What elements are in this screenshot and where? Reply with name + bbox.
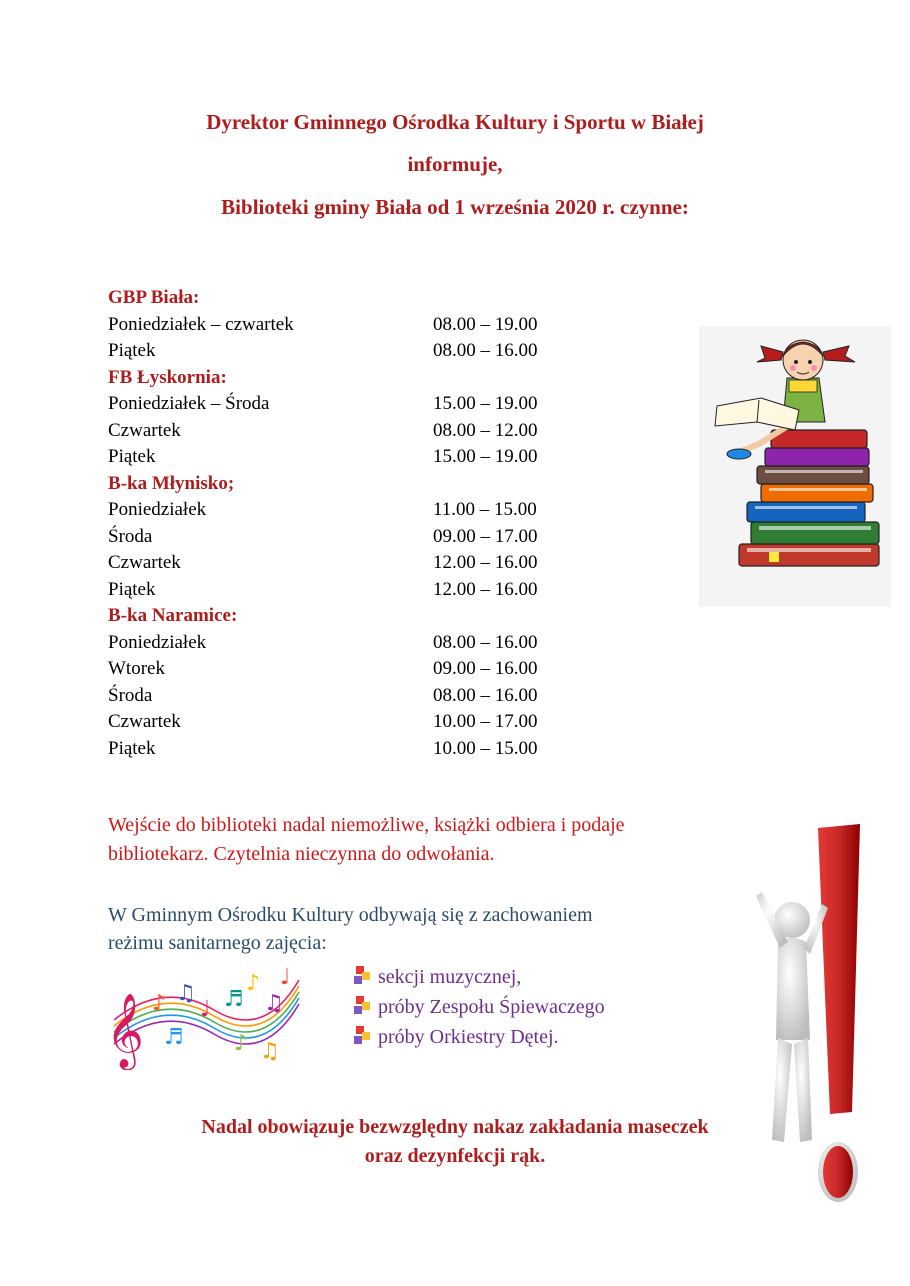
activities-list — [352, 962, 605, 1052]
header-line-2: informuje, — [407, 152, 503, 176]
schedule-row — [108, 683, 588, 710]
day: Piątek — [108, 737, 156, 759]
section-title: B-ka Naramice: — [108, 605, 238, 626]
hours: 12.00 – 16.00 — [433, 578, 538, 600]
hours: 11.00 – 15.00 — [433, 499, 537, 520]
section-title: GBP Biała: — [108, 287, 200, 308]
schedule-row — [108, 524, 588, 551]
day: Środa — [108, 525, 153, 547]
activity-text: sekcji muzycznej, — [378, 966, 522, 988]
svg-text:♬: ♬ — [164, 1025, 184, 1050]
notice — [108, 811, 758, 869]
gok-line-2: reżimu sanitarnego zajęcia: — [108, 932, 327, 954]
day: Środa — [108, 684, 153, 706]
schedule-row — [108, 338, 588, 365]
notice-line-1: Wejście do biblioteki nadal niemożliwe, książki odbiera i podaje — [108, 814, 625, 836]
schedule-row — [108, 444, 588, 471]
svg-text:♪: ♪ — [234, 1031, 249, 1056]
hours: 09.00 – 16.00 — [433, 658, 538, 679]
hours: 12.00 – 16.00 — [433, 552, 538, 573]
list-item — [352, 962, 605, 992]
day: Poniedziałek — [108, 631, 207, 653]
svg-text:♬: ♬ — [224, 987, 244, 1012]
schedule-row — [108, 577, 588, 604]
music-notes-icon — [104, 960, 304, 1070]
header-line-1: Dyrektor Gminnego Ośrodka Kultury i Sportu w Białej — [206, 110, 704, 134]
day: Czwartek — [108, 419, 181, 441]
schedule-row — [108, 497, 588, 524]
hours: 10.00 – 17.00 — [433, 711, 538, 732]
svg-text:𝄞: 𝄞 — [106, 994, 144, 1068]
final-notice — [110, 1113, 800, 1171]
bullet-icon — [352, 1024, 374, 1046]
svg-text:♩: ♩ — [200, 997, 211, 1022]
hours: 08.00 – 16.00 — [433, 684, 538, 706]
hours: 09.00 – 17.00 — [433, 525, 538, 547]
day: Piątek — [108, 446, 156, 467]
schedule-row — [108, 550, 588, 577]
svg-text:♫: ♫ — [264, 991, 284, 1016]
notice-line-2: bibliotekarz. Czytelnia nieczynna do odwołania. — [108, 843, 495, 865]
hours: 10.00 – 15.00 — [433, 737, 538, 759]
svg-text:♫: ♫ — [260, 1039, 280, 1064]
day: Piątek — [108, 578, 156, 600]
header-line-3: Biblioteki gminy Biała od 1 września 2020 r. czynne: — [221, 195, 689, 219]
svg-text:♫: ♫ — [176, 981, 196, 1006]
day: Wtorek — [108, 658, 165, 679]
gok-info — [108, 901, 728, 957]
list-item — [352, 1022, 605, 1052]
final-line-2: oraz dezynfekcji rąk. — [364, 1145, 546, 1167]
svg-text:♪: ♪ — [152, 991, 167, 1016]
hours: 15.00 – 19.00 — [433, 393, 538, 414]
schedule-row — [108, 736, 588, 763]
section-title: B-ka Młynisko; — [108, 472, 235, 494]
day: Poniedziałek – czwartek — [108, 313, 294, 335]
list-item — [352, 992, 605, 1022]
day: Poniedziałek — [108, 499, 207, 520]
final-line-1: Nadal obowiązuje bezwzględny nakaz zakładania maseczek — [201, 1116, 709, 1138]
day: Piątek — [108, 340, 156, 361]
gok-line-1: W Gminnym Ośrodku Kultury odbywają się z zachowaniem — [108, 904, 593, 926]
section-title: FB Łyskornia: — [108, 366, 227, 388]
activity-text: próby Orkiestry Dętej. — [378, 1026, 559, 1048]
schedule — [108, 285, 588, 762]
hours: 15.00 – 19.00 — [433, 446, 538, 467]
schedule-row — [108, 709, 588, 736]
day: Czwartek — [108, 711, 181, 732]
hours: 08.00 – 16.00 — [433, 340, 538, 361]
hours: 08.00 – 12.00 — [433, 419, 538, 441]
svg-text:♪: ♪ — [246, 971, 261, 996]
schedule-row — [108, 391, 588, 418]
bullet-icon — [352, 994, 374, 1016]
books-girl-icon — [699, 326, 891, 607]
svg-text:♩: ♩ — [280, 965, 291, 990]
day: Czwartek — [108, 552, 181, 573]
bullet-icon — [352, 964, 374, 986]
schedule-row — [108, 312, 588, 339]
day: Poniedziałek – Środa — [108, 393, 270, 414]
music-illustration — [104, 960, 304, 1070]
hours: 08.00 – 19.00 — [433, 313, 538, 335]
schedule-row — [108, 630, 588, 657]
schedule-row — [108, 418, 588, 445]
activity-text: próby Zespołu Śpiewaczego — [378, 996, 605, 1018]
schedule-row — [108, 656, 588, 683]
hours: 08.00 – 16.00 — [433, 631, 538, 653]
books-illustration — [699, 326, 891, 607]
